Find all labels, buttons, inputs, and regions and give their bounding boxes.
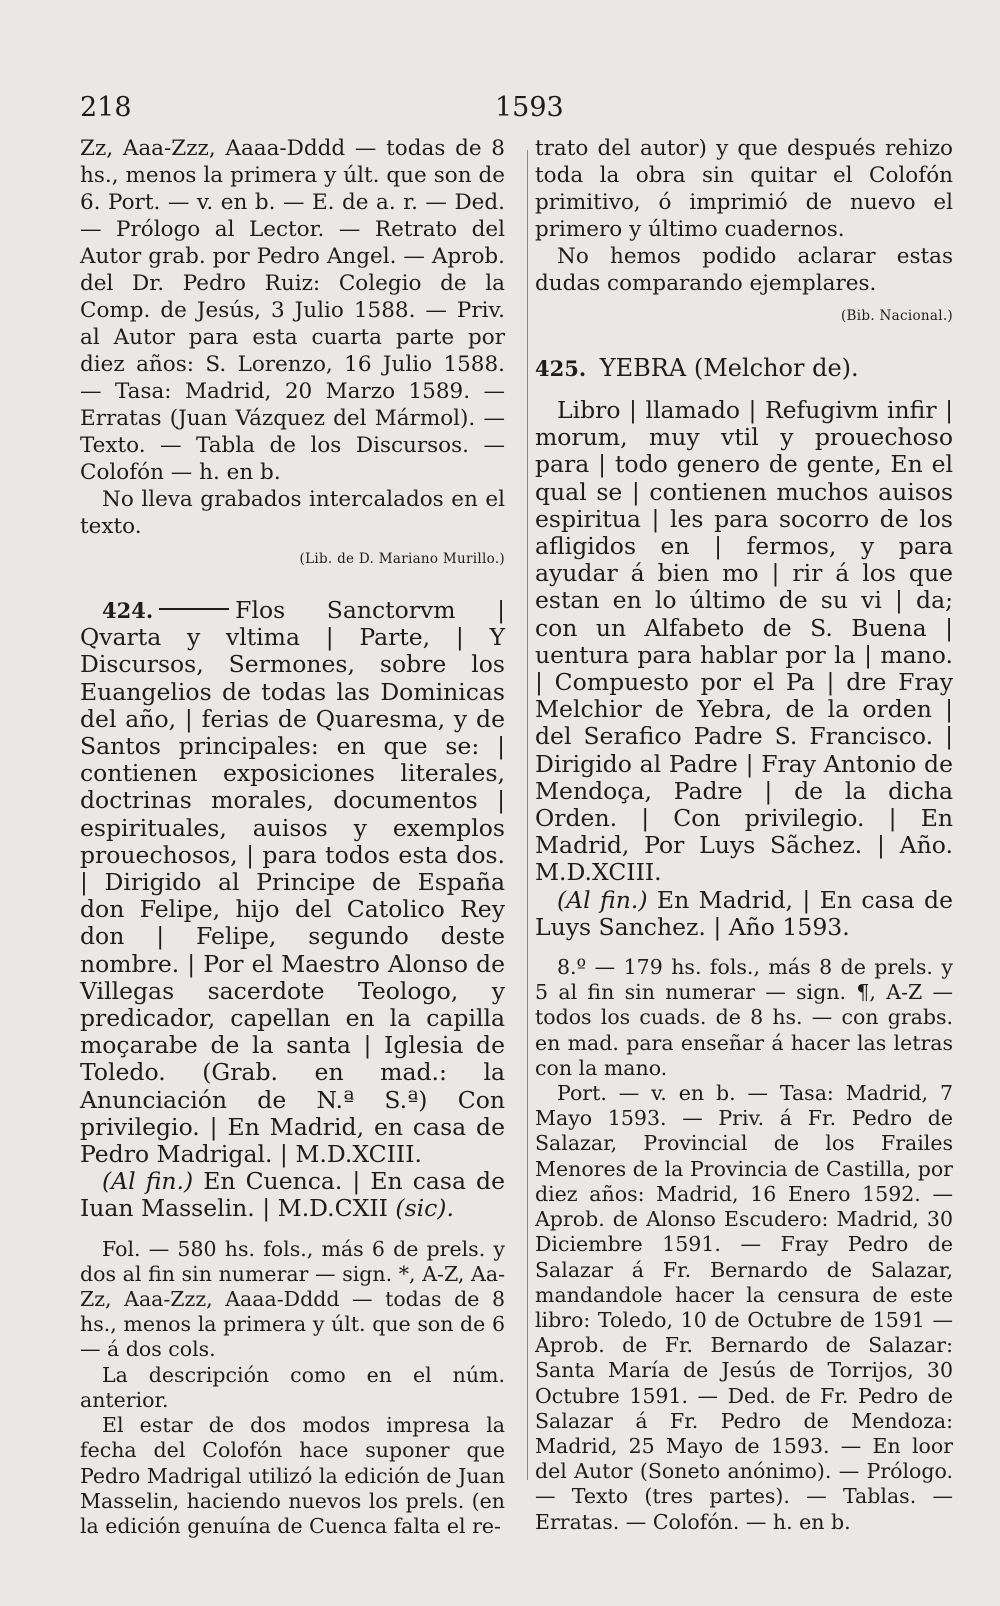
running-header xyxy=(80,92,955,132)
right-column xyxy=(535,135,953,1535)
entry-423-continuation: Zz, Aaa-Zzz, Aaaa-Dddd — todas de 8 hs., menos la primera y últ. que son de 6. Port. — v. en b. — E. de a. r. — Ded. — Prólogo al Lector. — Retrato del Autor grab. por Pedro Angel. — Aprob. del Dr. Pedro Ruiz: Colegio de la Comp. de Jesús, 3 Julio 1588. — Priv. al Autor para esta cuarta parte por diez años: S. Lorenzo, 16 Julio 1588. — Tasa: Madrid, 20 Marzo 1589. — Erratas (Juan Vázquez del Mármol). — Texto. — Tabla de los Discursos. — Colofón — h. en b. xyxy=(80,136,505,485)
ditto-dash xyxy=(159,608,229,610)
running-year: 1593 xyxy=(495,92,564,123)
entry-424-number: 424. xyxy=(102,598,154,623)
entry-425-heading xyxy=(535,354,953,383)
entry-425-contents: Port. — v. en b. — Tasa: Madrid, 7 Mayo 1593. — Priv. á Fr. Pedro de Salazar, Provincial de los Frailes Menores de la Provincia de Castilla, por diez años: Madrid, 16 Enero 1592. — Aprob. de Alonso Escudero: Madrid, 30 Diciembre 1591. — Fray Pedro de Salazar á Fr. Bernardo de Salazar, mandandole hacer la censura de este libro: Toledo, 10 de Octubre de 1591 — Aprob. de Fr. Bernardo de Salazar: Santa María de Jesús de Torrijos, 30 Octubre 1591. — Ded. de Fr. Pedro de Salazar á Fr. Pedro de Mendoza: Madrid, 25 Mayo de 1593. — En loor del Autor (Soneto anónimo). — Prólogo. — Texto (tres partes). — Tablas. — Erratas. — Colofón. — h. en b. xyxy=(535,1081,953,1534)
entry-425-author: YEBRA (Melchor de). xyxy=(599,354,859,382)
entry-424-commentary-cont: trato del autor) y que después rehizo toda la obra sin quitar el Colofón primitivo, ó imprimió de nuevo el primero y último cuadernos. xyxy=(535,136,953,242)
colophon-label: (Al fin.) xyxy=(557,885,648,914)
entry-424-title-text: Flos Sanctorvm | Qvarta y vltima | Parte, | Y Discursos, Sermones, sobre los Euangelios de todas las Dominicas del año, | ferias de Quaresma, y de Santos principales: en que se: | contienen exposiciones literales, doctrinas morales, documentos | espirituales, auisos y exemplos prouechosos, | para todos esta dos. | Dirigido al Principe de España don Felipe, hijo del Catolico Rey don | Felipe, segundo deste nombre. | Por el Maestro Alonso de Villegas sacerdote Teologo, y predicador, capellan en la capilla moçarabe de la santa | Iglesia de Toledo. (Grab. en mad.: la Anunciación de N.ª S.ª) Con privilegio. | En Madrid, en casa de Pedro Madrigal. | M.D.XCIII. xyxy=(80,596,505,1169)
entry-424-colophon xyxy=(80,1168,505,1222)
entry-425-collation: 8.º — 179 hs. fols., más 8 de prels. y 5 al fin sin numerar — sign. ¶, A-Z — todos los cuads. de 8 hs. — con grabs. en mad. para enseñar á hacer las letras con la mano. xyxy=(535,955,953,1080)
column-divider xyxy=(527,150,528,1480)
colophon-text: En Cuenca. | En casa de Iuan Masselin. | M.D.CXII xyxy=(80,1167,505,1223)
entry-423-note: No lleva grabados intercalados en el texto. xyxy=(80,487,505,539)
entry-425-colophon xyxy=(535,887,953,941)
left-column xyxy=(80,135,505,1539)
sic-note: (sic). xyxy=(395,1194,454,1223)
entry-425-title: Libro | llamado | Refugivm infir | morum, muy vtil y prouechoso para | todo genero de gente, En el qual se | contienen muchos auisos espiritua | les para socorro de los afligidos en | fermos, y para ayudar á bien mo | rir á los que estan en lo último de su vi | da; con un Alfabeto de S. Buena | uentura para hablar por la | mano. | Compuesto por el Pa | dre Fray Melchior de Yebra, de la orden | del Serafico Padre S. Francisco. | Dirigido al Padre | Fray Antonio de Mendoça, Padre | de la dicha Orden. | Con privilegio. | En Madrid, Por Luys Sãchez. | Año. M.D.XCIII. xyxy=(535,396,953,887)
page-number: 218 xyxy=(80,92,132,123)
source-citation: (Lib. de D. Mariano Murillo.) xyxy=(299,551,505,567)
entry-425-number: 425. xyxy=(535,356,587,381)
entry-424-description: La descripción como en el núm. anterior. xyxy=(80,1362,505,1412)
entry-424-collation: Fol. — 580 hs. fols., más 6 de prels. y dos al fin sin numerar — sign. *, A-Z, Aa-Zz, Aaa-Zzz, Aaaa-Dddd — todas de 8 hs., menos la primera y últ. que son de 6 — á dos cols. xyxy=(80,1236,505,1362)
source-citation: (Bib. Nacional.) xyxy=(840,308,953,324)
entry-424-commentary-end: No hemos podido aclarar estas dudas comparando ejemplares. xyxy=(535,244,953,296)
entry-424-title xyxy=(80,597,505,1168)
entry-424-commentary: El estar de dos modos impresa la fecha del Colofón hace suponer que Pedro Madrigal utilizó la edición de Juan Masselin, haciendo nuevos los prels. (en la edición genuína de Cuenca falta el re- xyxy=(80,1413,505,1538)
colophon-label: (Al fin.) xyxy=(102,1167,194,1196)
colophon-text: En Madrid, | En casa de Luys Sanchez. | Año 1593. xyxy=(535,885,953,941)
